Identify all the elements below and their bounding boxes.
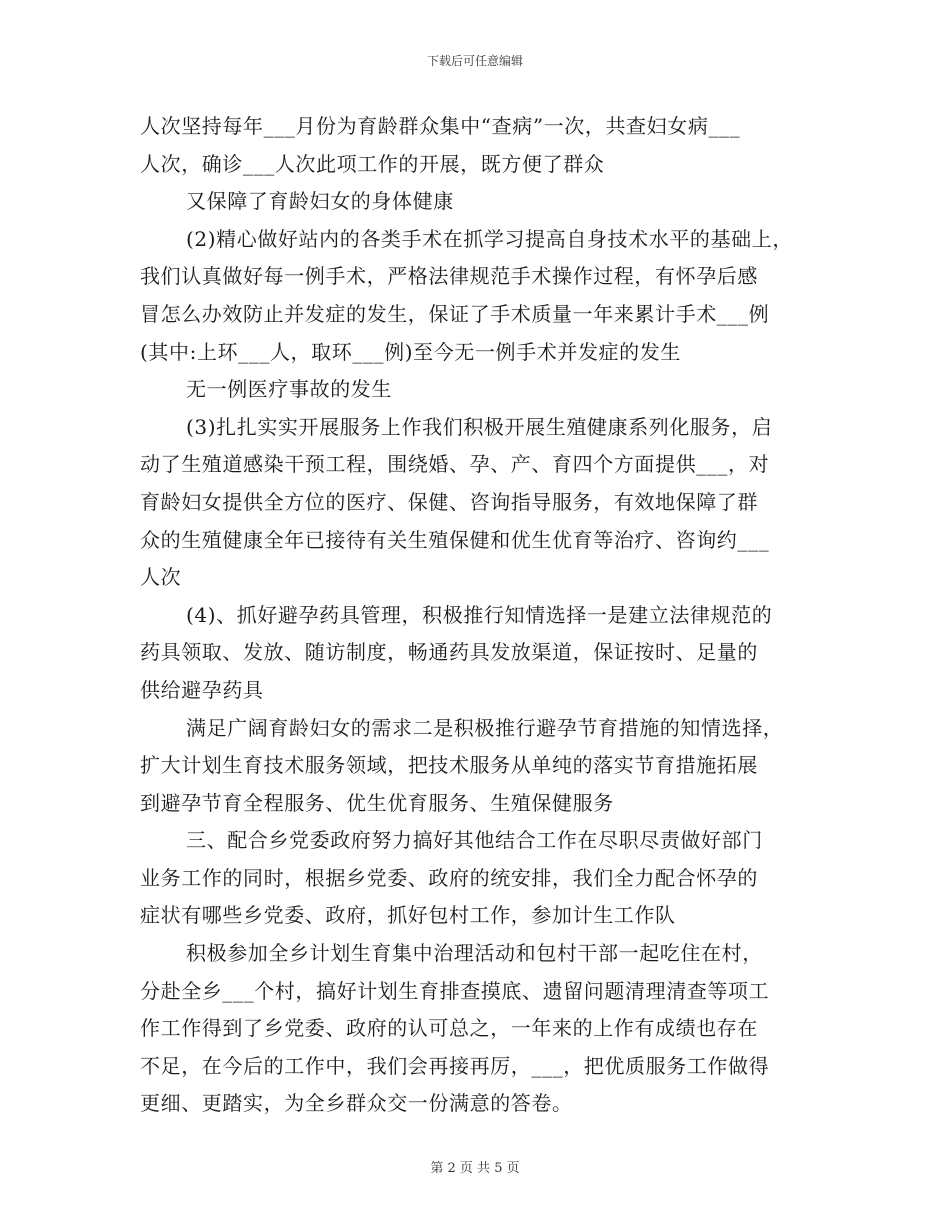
text-line: 分赴全乡___个村，搞好计划生育排查摸底、遗留问题清理清查等项工 xyxy=(140,978,770,1003)
text-line: (3)扎扎实实开展服务上作我们积极开展生殖健康系列化服务，启 xyxy=(186,414,773,439)
text-line: 更细、更踏实，为全乡群众交一份满意的答卷。 xyxy=(140,1091,573,1116)
text-line: 无一例医疗事故的发生 xyxy=(186,377,392,402)
text-line: 到避孕节育全程服务、优生优育服务、生殖保健服务 xyxy=(140,790,614,815)
text-line: 药具领取、发放、随访制度，畅通药具发放渠道，保证按时、足量的 xyxy=(140,640,758,665)
text-line: 人次坚持每年___月份为育龄群众集中“查病”一次，共查妇女病___ xyxy=(140,114,741,138)
text-line: 我们认真做好每一例手术，严格法律规范手术操作过程，有怀孕后感 xyxy=(140,264,758,289)
page-header: 下载后可任意编辑 xyxy=(426,54,523,68)
text-line: 育龄妇女提供全方位的医疗、保健、咨询指导服务，有效地保障了群 xyxy=(140,489,758,514)
document-body xyxy=(140,108,830,1123)
text-line: 众的生殖健康全年已接待有关生殖保健和优生优育等治疗、咨询约___ xyxy=(140,527,770,552)
text-line: (2)精心做好站内的各类手术在抓学习提高自身技术水平的基础上， xyxy=(186,226,793,251)
text-line: 供给避孕药具 xyxy=(140,677,264,702)
text-line: 冒怎么办效防止并发症的发生，保证了手术质量一年来累计手术___例 xyxy=(140,301,770,326)
text-line: (4)、抓好避孕药具管理，积极推行知情选择一是建立法律规范的 xyxy=(186,602,773,627)
text-line: 动了生殖道感染干预工程，围绕婚、孕、产、育四个方面提供___，对 xyxy=(140,452,770,477)
text-line: 人次 xyxy=(140,565,182,590)
text-line: 积极参加全乡计划生育集中治理活动和包村干部一起吃住在村， xyxy=(186,941,763,966)
text-line: (其中:上环___人，取环___例)至今无一例手术并发症的发生 xyxy=(140,339,681,364)
text-line: 人次，确诊___人次此项工作的开展，既方便了群众 xyxy=(140,151,605,176)
text-line: 三、配合乡党委政府努力搞好其他结合工作在尽职尽责做好部门 xyxy=(186,828,763,853)
text-line: 又保障了育龄妇女的身体健康 xyxy=(186,189,454,214)
page-number: 第 2 页 共 5 页 xyxy=(430,1161,520,1176)
text-line: 业务工作的同时，根据乡党委、政府的统安排，我们全力配合怀孕的 xyxy=(140,865,758,890)
text-line: 作工作得到了乡党委、政府的认可总之，一年来的上作有成绩也存在 xyxy=(140,1016,758,1041)
text-line: 扩大计划生育技术服务领域，把技术服务从单纯的落实节育措施拓展 xyxy=(140,753,758,778)
text-line: 满足广阔育龄妇女的需求二是积极推行避孕节育措施的知情选择， xyxy=(186,715,784,740)
text-line: 症状有哪些乡党委、政府，抓好包村工作，参加计生工作队 xyxy=(140,903,676,928)
text-line: 不足，在今后的工作中，我们会再接再厉，___，把优质服务工作做得 xyxy=(140,1053,770,1078)
